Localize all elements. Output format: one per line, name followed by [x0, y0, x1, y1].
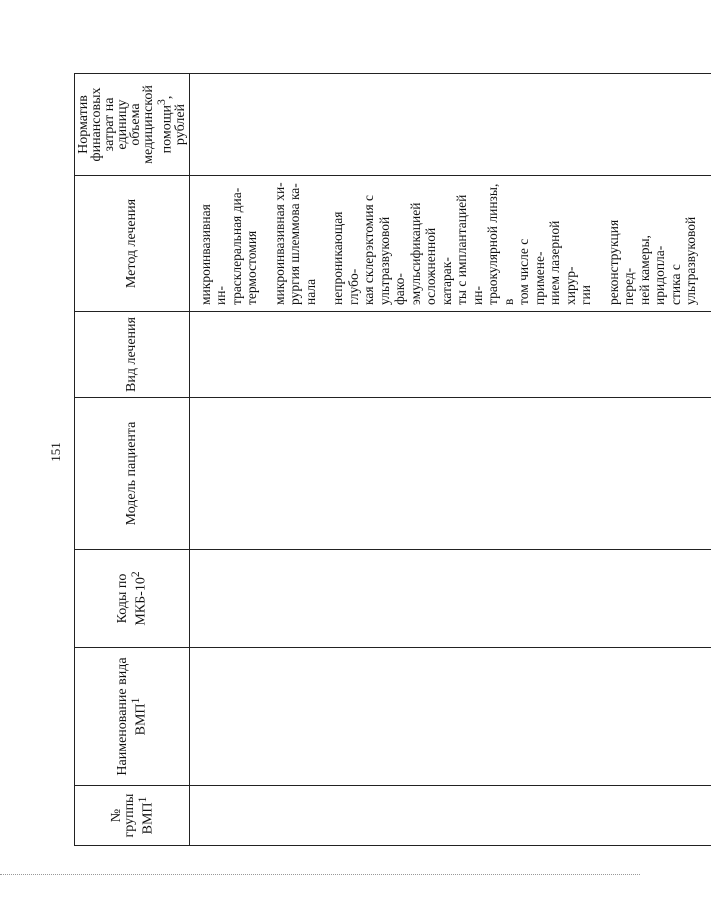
treatment-method-line: непроникающая глубо-	[330, 211, 361, 305]
cell-patient-model	[189, 398, 711, 550]
treatment-method-line: микроинвазивная хи-	[271, 182, 287, 305]
treatment-method-item	[330, 182, 594, 305]
header-patient-model: Модель пациента	[75, 398, 190, 550]
treatment-method-line: кая склерэктомия с	[361, 194, 377, 305]
treatment-method-line: стика с ультразвуковой	[667, 216, 699, 305]
treatment-method-item	[606, 182, 699, 305]
treatment-method-line: ультразвуковой фако-	[376, 216, 408, 305]
treatment-method-line: реконструкция перед-	[605, 219, 637, 305]
treatment-method-line: ты с имплантацией ин-	[454, 194, 485, 305]
treatment-method-line: микроинвазивная ин-	[197, 204, 229, 305]
header-group-no: № группы ВМП$^1$	[75, 786, 190, 846]
table-header-row	[75, 74, 190, 846]
cell-icd-codes	[189, 550, 711, 648]
treatment-method-line: том числе с примене-	[516, 238, 547, 305]
treatment-method-line: термостомия	[244, 230, 260, 305]
cell-vmp-name	[189, 648, 711, 786]
treatment-method-line: нала	[302, 278, 318, 305]
header-vmp-name: Наименование вида ВМП$^1$	[75, 648, 190, 786]
cell-cost-norm	[189, 74, 711, 176]
vmp-table	[74, 73, 711, 846]
treatment-method-item	[272, 182, 319, 305]
scan-edge-line	[0, 874, 640, 875]
treatment-method-line: осложненной катарак-	[423, 227, 454, 305]
cell-treatment-method	[189, 176, 711, 312]
rotated-table-region	[74, 74, 699, 846]
treatment-method-list	[190, 176, 699, 311]
cell-group-no	[189, 786, 711, 846]
treatment-method-line: рургия шлеммова ка-	[287, 183, 303, 305]
treatment-method-line: эмульсификацией	[407, 202, 423, 305]
treatment-method-item	[198, 182, 260, 305]
treatment-method-line: трасклеральная диа-	[228, 187, 244, 305]
treatment-method-line: траокулярной линзы, в	[485, 183, 516, 305]
header-cost-norm: Норматив финансовых затрат на единицу объема медицинской помощи$^3$, рублей	[75, 74, 190, 176]
page-number: 151	[48, 442, 63, 462]
treatment-method-line: гии	[578, 285, 594, 305]
header-icd-codes: Коды по МКБ-$10^2$	[75, 550, 190, 648]
cell-treatment-type	[189, 312, 711, 398]
treatment-method-line: ней камеры, иридопла-	[636, 235, 668, 305]
header-treatment-type: Вид лечения	[75, 312, 190, 398]
header-treatment-method: Метод лечения	[75, 176, 190, 312]
table-body-row	[189, 74, 711, 846]
treatment-method-line: нием лазерной хирур-	[547, 220, 578, 305]
